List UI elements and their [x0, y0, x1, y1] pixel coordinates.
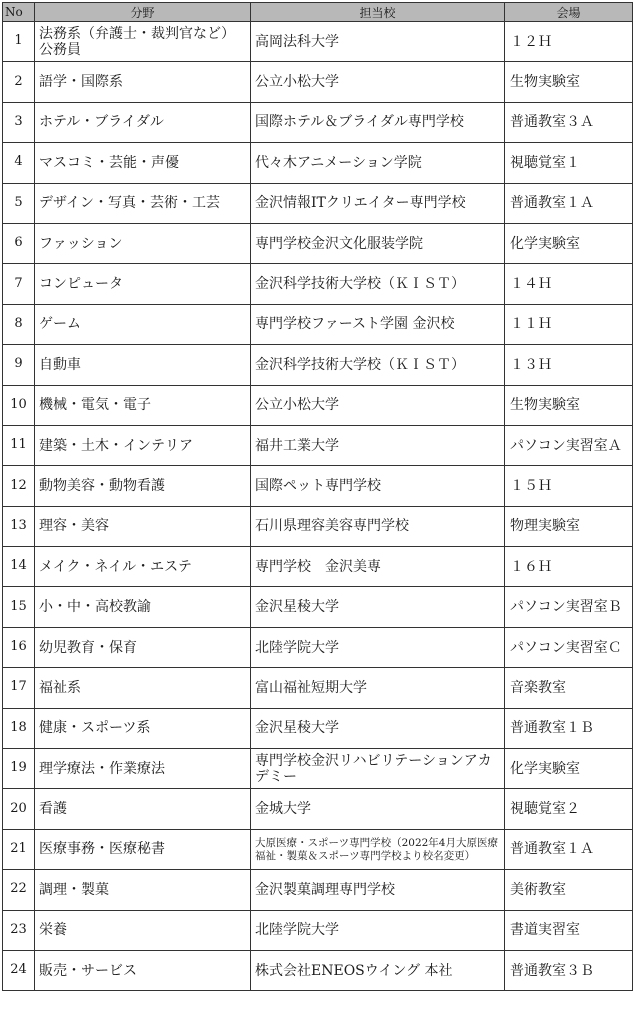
row-field: 看護	[35, 789, 251, 829]
table-row	[3, 668, 633, 708]
row-no: 15	[3, 587, 35, 627]
row-no: 1	[3, 22, 35, 62]
row-school: 公立小松大学	[251, 385, 505, 425]
row-school: 株式会社ENEOSウイング 本社	[251, 950, 505, 990]
row-school: 国際ホテル＆ブライダル専門学校	[251, 102, 505, 142]
table-body	[3, 22, 633, 991]
row-venue: パソコン実習室Ｂ	[505, 587, 633, 627]
row-venue: 生物実験室	[505, 62, 633, 102]
row-school: 金沢製菓調理専門学校	[251, 870, 505, 910]
row-school: 高岡法科大学	[251, 22, 505, 62]
row-venue: １１Ｈ	[505, 304, 633, 344]
row-school: 代々木アニメーション学院	[251, 143, 505, 183]
row-field: 医療事務・医療秘書	[35, 829, 251, 869]
table-row	[3, 829, 633, 869]
row-field: 販売・サービス	[35, 950, 251, 990]
table-row	[3, 62, 633, 102]
table-row	[3, 910, 633, 950]
row-venue: 視聴覚室２	[505, 789, 633, 829]
row-school: 金沢星稜大学	[251, 587, 505, 627]
row-field: 語学・国際系	[35, 62, 251, 102]
row-venue: 普通教室１Ａ	[505, 183, 633, 223]
row-no: 5	[3, 183, 35, 223]
row-no: 24	[3, 950, 35, 990]
header-field: 分野	[35, 3, 251, 22]
row-field: 理学療法・作業療法	[35, 749, 251, 789]
row-field: 幼児教育・保育	[35, 627, 251, 667]
header-venue: 会場	[505, 3, 633, 22]
table-row	[3, 143, 633, 183]
row-school: 専門学校金沢文化服装学院	[251, 223, 505, 263]
row-no: 18	[3, 708, 35, 748]
row-venue: 音楽教室	[505, 668, 633, 708]
row-venue: 普通教室１Ａ	[505, 829, 633, 869]
row-field: マスコミ・芸能・声優	[35, 143, 251, 183]
row-venue: パソコン実習室Ａ	[505, 425, 633, 465]
row-field: ファッション	[35, 223, 251, 263]
row-venue: 物理実験室	[505, 506, 633, 546]
row-field: 自動車	[35, 345, 251, 385]
row-field: 動物美容・動物看護	[35, 466, 251, 506]
row-no: 11	[3, 425, 35, 465]
row-venue: １４Ｈ	[505, 264, 633, 304]
row-school: 北陸学院大学	[251, 910, 505, 950]
row-school: 福井工業大学	[251, 425, 505, 465]
row-school: 金沢情報ITクリエイター専門学校	[251, 183, 505, 223]
row-school: 富山福祉短期大学	[251, 668, 505, 708]
row-field: 調理・製菓	[35, 870, 251, 910]
row-no: 3	[3, 102, 35, 142]
table-row	[3, 22, 633, 62]
row-field: 健康・スポーツ系	[35, 708, 251, 748]
row-venue: 生物実験室	[505, 385, 633, 425]
row-venue: パソコン実習室Ｃ	[505, 627, 633, 667]
row-venue: 化学実験室	[505, 223, 633, 263]
row-field: デザイン・写真・芸術・工芸	[35, 183, 251, 223]
table-row	[3, 789, 633, 829]
header-no: No	[3, 3, 35, 22]
row-venue: １２Ｈ	[505, 22, 633, 62]
row-field: 法務系（弁護士・裁判官など）公務員	[35, 22, 251, 62]
row-field: コンピュータ	[35, 264, 251, 304]
table-row	[3, 708, 633, 748]
row-no: 10	[3, 385, 35, 425]
row-field: 栄養	[35, 910, 251, 950]
table-row	[3, 425, 633, 465]
row-no: 12	[3, 466, 35, 506]
row-school: 北陸学院大学	[251, 627, 505, 667]
row-field: 機械・電気・電子	[35, 385, 251, 425]
row-field: 建築・土木・インテリア	[35, 425, 251, 465]
row-school: 金沢星稜大学	[251, 708, 505, 748]
table-row	[3, 466, 633, 506]
row-school: 専門学校金沢リハビリテーションアカデミー	[251, 749, 505, 789]
row-no: 19	[3, 749, 35, 789]
row-school: 公立小松大学	[251, 62, 505, 102]
row-venue: 視聴覚室１	[505, 143, 633, 183]
row-no: 9	[3, 345, 35, 385]
row-no: 21	[3, 829, 35, 869]
table-row	[3, 950, 633, 990]
row-no: 4	[3, 143, 35, 183]
row-field: 理容・美容	[35, 506, 251, 546]
row-venue: １３Ｈ	[505, 345, 633, 385]
row-no: 17	[3, 668, 35, 708]
table-row	[3, 385, 633, 425]
table-row	[3, 304, 633, 344]
row-school: 金城大学	[251, 789, 505, 829]
row-no: 20	[3, 789, 35, 829]
table-row	[3, 223, 633, 263]
row-no: 8	[3, 304, 35, 344]
row-no: 14	[3, 547, 35, 587]
row-no: 23	[3, 910, 35, 950]
table-row	[3, 345, 633, 385]
row-school: 大原医療・スポーツ専門学校（2022年4月大原医療福祉・製菓＆スポーツ専門学校より校名変更）	[251, 829, 505, 869]
row-venue: 書道実習室	[505, 910, 633, 950]
row-venue: １５Ｈ	[505, 466, 633, 506]
table-row	[3, 102, 633, 142]
table-row	[3, 506, 633, 546]
row-venue: 美術教室	[505, 870, 633, 910]
row-field: メイク・ネイル・エステ	[35, 547, 251, 587]
table-row	[3, 627, 633, 667]
row-school: 金沢科学技術大学校（ＫＩＳＴ）	[251, 264, 505, 304]
row-school: 石川県理容美容専門学校	[251, 506, 505, 546]
row-school: 国際ペット専門学校	[251, 466, 505, 506]
venue-table	[2, 2, 633, 991]
row-no: 13	[3, 506, 35, 546]
row-venue: 普通教室３Ａ	[505, 102, 633, 142]
row-field: 小・中・高校教諭	[35, 587, 251, 627]
row-school: 専門学校ファースト学園 金沢校	[251, 304, 505, 344]
table-row	[3, 264, 633, 304]
table-row	[3, 870, 633, 910]
row-venue: 普通教室３Ｂ	[505, 950, 633, 990]
row-venue: １６Ｈ	[505, 547, 633, 587]
row-venue: 普通教室１Ｂ	[505, 708, 633, 748]
header-row	[3, 3, 633, 22]
row-school: 専門学校 金沢美専	[251, 547, 505, 587]
row-school: 金沢科学技術大学校（ＫＩＳＴ）	[251, 345, 505, 385]
table-row	[3, 587, 633, 627]
row-no: 6	[3, 223, 35, 263]
row-field: ゲーム	[35, 304, 251, 344]
row-venue: 化学実験室	[505, 749, 633, 789]
row-field: ホテル・ブライダル	[35, 102, 251, 142]
row-no: 22	[3, 870, 35, 910]
table-row	[3, 749, 633, 789]
header-school: 担当校	[251, 3, 505, 22]
row-no: 16	[3, 627, 35, 667]
row-no: 7	[3, 264, 35, 304]
table-row	[3, 183, 633, 223]
table-row	[3, 547, 633, 587]
row-field: 福祉系	[35, 668, 251, 708]
row-no: 2	[3, 62, 35, 102]
